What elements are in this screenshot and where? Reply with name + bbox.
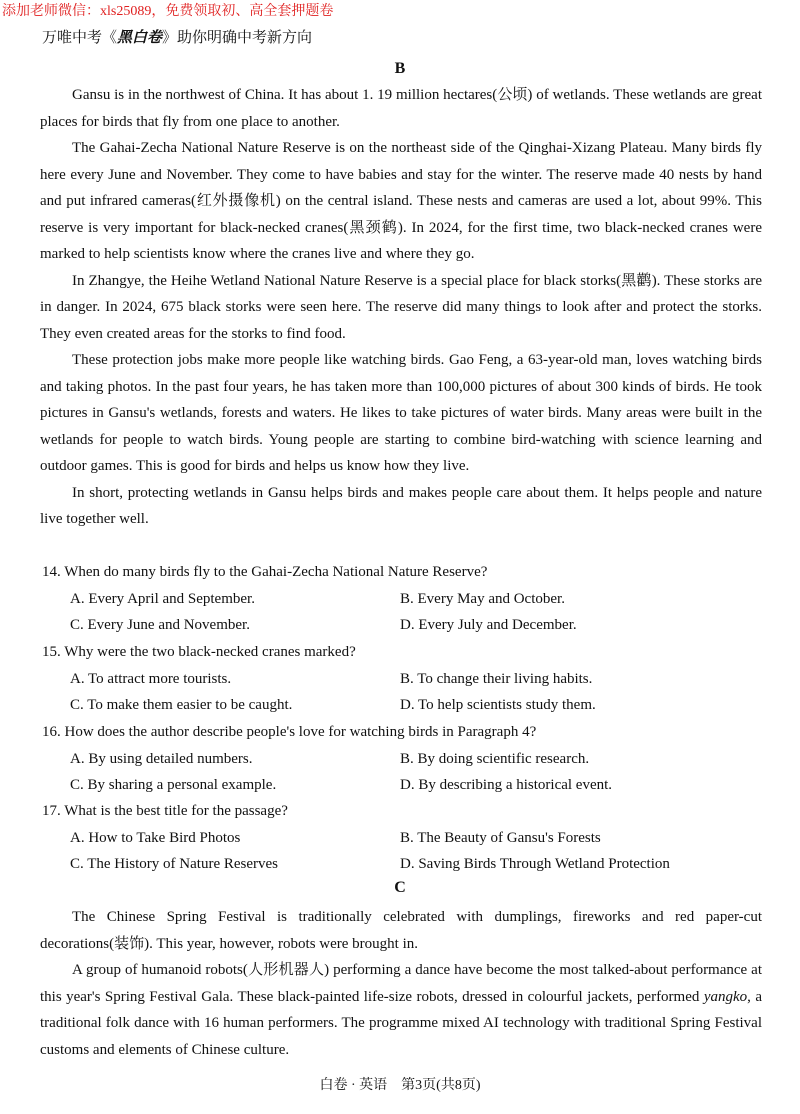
question-17: [42, 798, 762, 878]
passage-b: [40, 82, 762, 533]
option-b: B. By doing scientific research.: [400, 750, 590, 767]
option-c: C. The History of Nature Reserves: [70, 856, 279, 872]
question-15: [42, 639, 762, 719]
page-header: [42, 26, 312, 47]
paragraph: In short, protecting wetlands in Gansu helps birds and makes people care about them. It helps people and nature live together well.: [40, 484, 762, 527]
paragraph: The Chinese Spring Festival is traditionally celebrated with dumplings, fireworks and red paper-cut decorations(装饰). This year, however, robots were brought in.: [40, 909, 762, 952]
question-stem: 16. How does the author describe people's love for watching birds in Paragraph 4?: [42, 724, 537, 740]
paragraph: Gansu is in the northwest of China. It has about 1. 19 million hectares(公顷) of wetlands. These wetlands are great places for birds that fly from one place to another.: [40, 87, 762, 130]
question-14: [42, 559, 762, 639]
header-brand: 黑白卷: [117, 30, 163, 46]
option-a: A. Every April and September.: [70, 590, 255, 607]
option-d: D. Every July and December.: [400, 617, 577, 633]
paragraph-text: , a traditional folk dance with 16 human performers. The programme mixed AI technology with traditional Spring Festival customs and elements of Chinese culture.: [40, 988, 762, 1058]
passage-c: [40, 904, 762, 1063]
paragraph-text: A group of humanoid robots(人形机器人) performing a dance have become the most talked-about performance at this year's Spring Festival Gala. These black-painted life-size robots, dressed in colourful jackets, performed: [40, 962, 762, 1005]
page-footer: 白卷 · 英语 第3页(共8页): [319, 1078, 481, 1093]
question-stem: 14. When do many birds fly to the Gahai-Zecha National Nature Reserve?: [42, 564, 488, 580]
option-d: D. Saving Birds Through Wetland Protection: [400, 856, 670, 872]
question-stem: 15. Why were the two black-necked cranes marked?: [42, 644, 356, 660]
paragraph: In Zhangye, the Heihe Wetland National Nature Reserve is a special place for black storks(黑鹳). These storks are in danger. In 2024, 675 black storks were seen here. The reserve did many things to look after and protect the storks. They even created areas for the storks to find food.: [40, 272, 762, 342]
paragraph: [40, 957, 762, 1063]
option-b: B. The Beauty of Gansu's Forests: [400, 829, 601, 846]
question-stem: 17. What is the best title for the passage?: [42, 803, 288, 819]
option-b: B. Every May and October.: [400, 590, 565, 607]
option-c: C. To make them easier to be caught.: [70, 697, 293, 713]
option-c: C. Every June and November.: [70, 617, 250, 633]
option-a: A. By using detailed numbers.: [70, 750, 253, 767]
section-b-title: B: [394, 60, 406, 77]
option-b: B. To change their living habits.: [400, 670, 593, 687]
paragraph: These protection jobs make more people like watching birds. Gao Feng, a 63-year-old man, loves watching birds and taking photos. In the past four years, he has taken more than 100,000 pictures of about 300 kinds of birds. He took pictures in Gansu's wetlands, forests and waters. He likes to take pictures of water birds. Many areas were built in the wetlands for people to watch birds. Young people are starting to combine bird-watching with science learning and outdoor games. This is good for birds and helps us know how they live.: [40, 352, 762, 474]
option-a: A. To attract more tourists.: [70, 670, 232, 687]
option-d: D. To help scientists study them.: [400, 697, 596, 713]
question-16: [42, 719, 762, 799]
italic-term: yangko: [703, 988, 748, 1005]
option-d: D. By describing a historical event.: [400, 777, 613, 793]
option-c: C. By sharing a personal example.: [70, 777, 277, 793]
header-suffix: 》助你明确中考新方向: [162, 30, 313, 46]
paragraph: The Gahai-Zecha National Nature Reserve is on the northeast side of the Qinghai-Xizang Plateau. Many birds fly here every June and November. They come to have babies and stay for the winter. The reserve made 40 nests by hand and put infrared cameras(红外摄像机) on the central island. These nests and cameras are used a lot, about 99%. This reserve is very important for black-necked cranes(黑颈鹤). In 2024, for the first time, two black-necked cranes were marked to help scientists know where the cranes live and where they go.: [40, 140, 762, 262]
header-prefix: 万唯中考《: [42, 30, 118, 46]
section-c-title: C: [394, 879, 406, 896]
option-a: A. How to Take Bird Photos: [70, 829, 241, 846]
watermark-text: 添加老师微信：xls25089，免费领取初、高全套押题卷: [2, 4, 334, 19]
